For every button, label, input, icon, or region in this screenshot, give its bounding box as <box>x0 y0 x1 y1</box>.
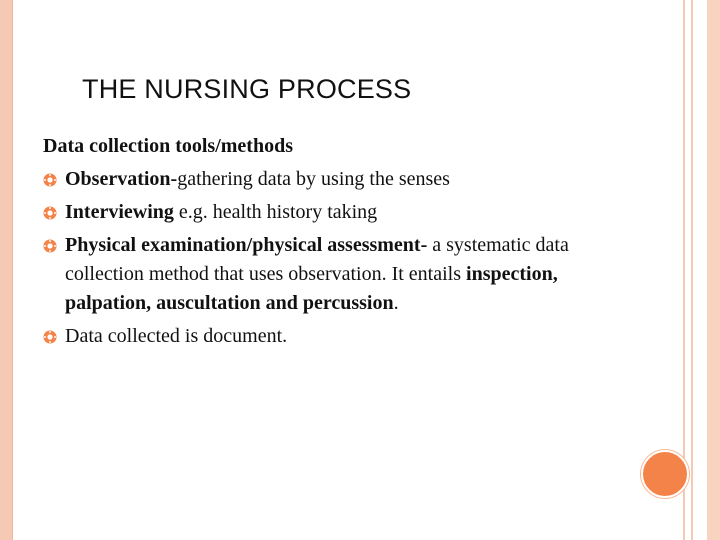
slide-title: THE NURSING PROCESS <box>82 74 412 104</box>
gear-bullet-icon <box>43 173 57 187</box>
gear-bullet-icon <box>43 330 57 344</box>
item-text: a systematic data collection method that uses observation. It entails <box>65 234 569 285</box>
gear-bullet-icon <box>43 206 57 220</box>
slide-content <box>43 132 643 355</box>
item-bold-text: Observation- <box>65 168 178 190</box>
bullet-list <box>43 165 643 351</box>
list-item <box>43 322 643 351</box>
item-bold-text: Physical examination/physical assessment- <box>65 234 428 256</box>
item-text: Data collected is document. <box>65 325 288 347</box>
right-border-band <box>707 0 720 540</box>
list-item <box>43 198 643 227</box>
section-heading: Data collection tools/methods <box>43 135 293 157</box>
item-text: gathering data by using the senses <box>177 168 450 190</box>
left-border-line <box>12 0 13 540</box>
list-item <box>43 165 643 194</box>
item-bold-text-2: inspection, palpation, auscultation and percussion <box>65 263 558 314</box>
orange-circle-decoration <box>641 450 689 498</box>
list-item <box>43 231 643 318</box>
right-border-line-2 <box>691 0 693 540</box>
item-text-2: . <box>393 292 399 314</box>
gear-bullet-icon <box>43 239 57 253</box>
left-border-band <box>0 0 12 540</box>
item-bold-text: Interviewing <box>65 201 174 223</box>
item-text: e.g. health history taking <box>173 201 378 223</box>
